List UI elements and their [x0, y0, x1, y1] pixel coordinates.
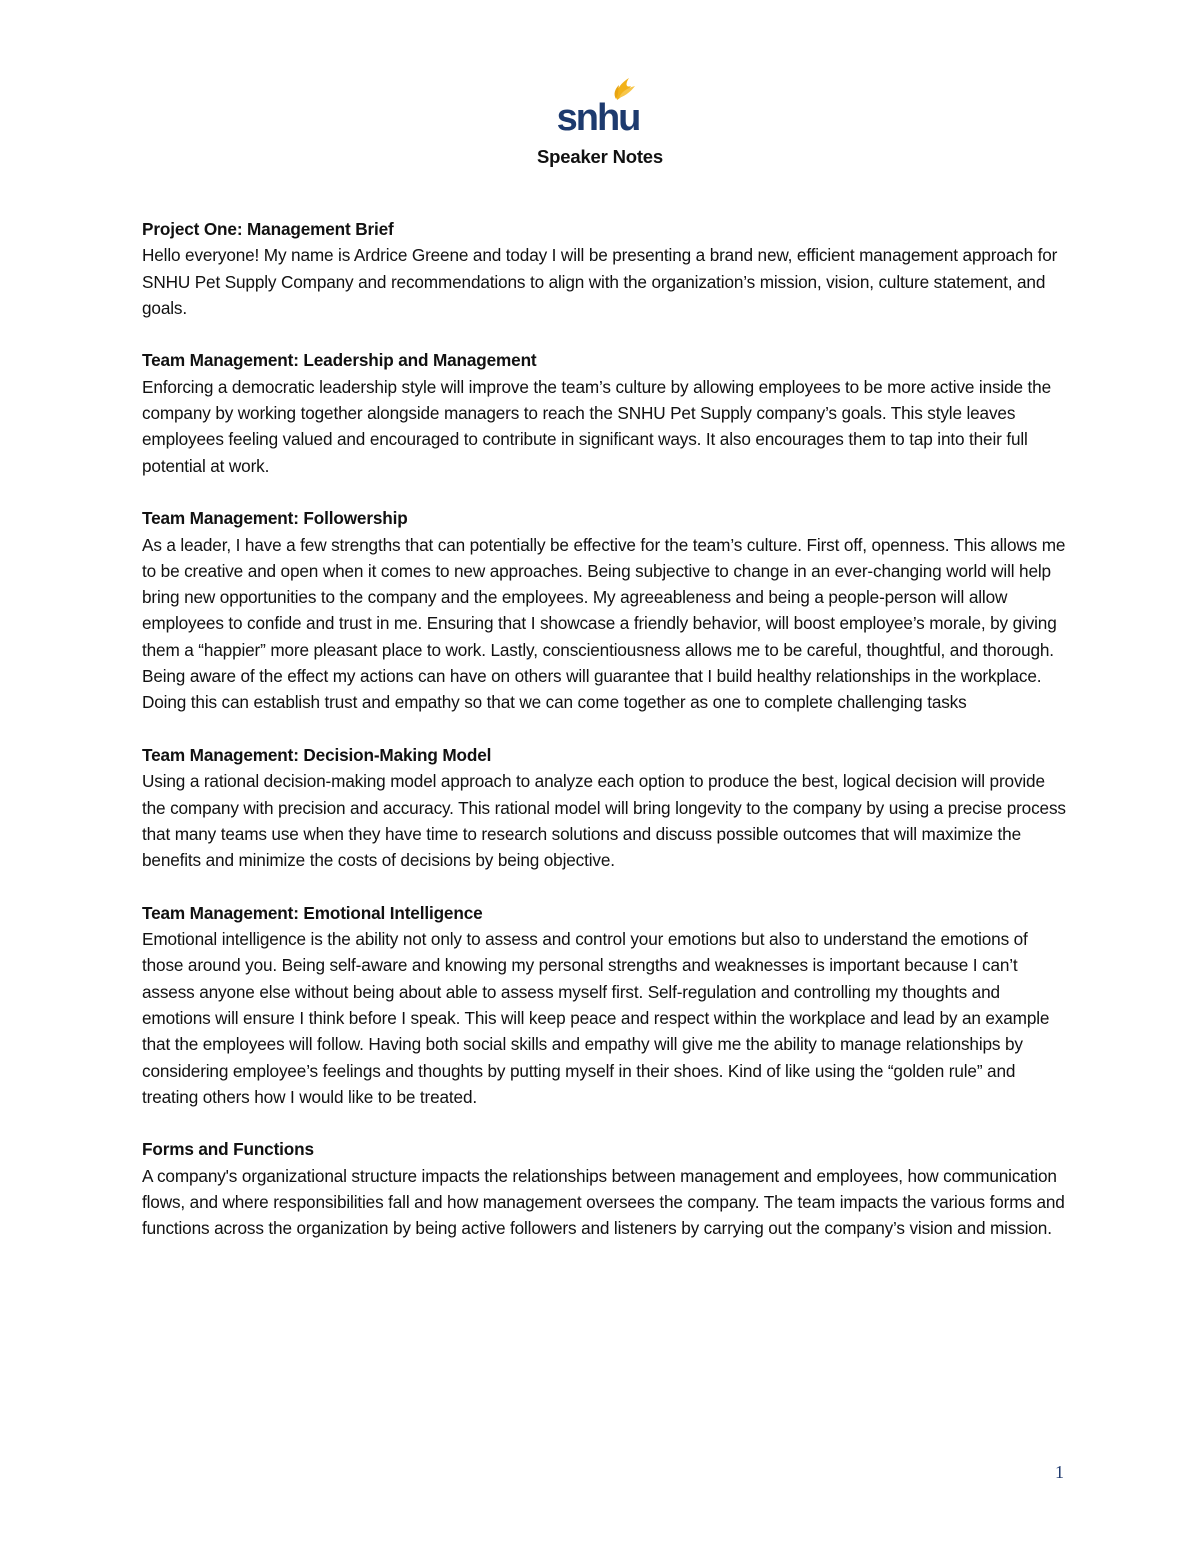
section-heading: Project One: Management Brief: [142, 219, 394, 239]
section-management-brief: [142, 216, 1072, 321]
section-paragraph: Enforcing a democratic leadership style will improve the team’s culture by allowing employees to be more active inside the company by working together alongside managers to reach the SNHU Pet Supply company’s goals. This style leaves employees feeling valued and encouraged to contribute in significant ways. It also encourages them to tap into their full potential at work.: [142, 376, 1052, 476]
section-heading: Forms and Functions: [142, 1139, 314, 1160]
snhu-logo: [553, 72, 643, 134]
section-paragraph: Using a rational decision-making model approach to analyze each option to produce the best, logical decision will provide the company with precision and accuracy. This rational model will bring longevity to the company by using a precise process that many teams use when they have time to research solutions and discuss possible outcomes that will maximize the benefits and minimize the costs of decisions by being objective.: [142, 771, 1066, 871]
section-leadership-management: [142, 347, 1072, 478]
document-body: [142, 216, 1072, 1268]
section-decision-making-model: [142, 742, 1072, 873]
section-forms-and-functions: [142, 1136, 1072, 1241]
section-paragraph: As a leader, I have a few strengths that can potentially be effective for the team’s culture. First off, openness. This allows me to be creative and open when it comes to new approaches. Being subjective to change in an ever-changing world will help bring new opportunities to the company and the employees. My agreeableness and being a people-person will allow employees to confide and trust in me. Ensuring that I showcase a friendly behavior, will boost employee’s morale, by giving them a “happier” more pleasant place to work. Lastly, conscientiousness allows me to be careful, thoughtful, and thorough. Being aware of the effect my actions can have on others will guarantee that I build healthy relationships in the workplace. Doing this can establish trust and empathy so that we can come together as one to complete challenging tasks: [142, 534, 1066, 713]
section-emotional-intelligence: [142, 900, 1072, 1110]
document-title: Speaker Notes: [537, 146, 663, 167]
section-paragraph: A company's organizational structure impacts the relationships between management and employees, how communication flows, and where responsibilities fall and how management oversees the company. The team impacts the various forms and functions across the organization by being active followers and listeners by carrying out the company’s vision and mission.: [142, 1165, 1065, 1239]
section-paragraph: Hello everyone! My name is Ardrice Greene and today I will be presenting a brand new, efficient management approach for SNHU Pet Supply Company and recommendations to align with the organization’s mission, vision, culture statement, and goals.: [142, 245, 1058, 318]
logo-wordmark: snhu: [556, 97, 640, 134]
page-number: 1: [1055, 1462, 1064, 1482]
snhu-logo-graphic: [553, 72, 643, 134]
section-paragraph: Emotional intelligence is the ability not only to assess and control your emotions but also to understand the emotions of those around you. Being self-aware and knowing my personal strengths and weaknesses is important because I can’t assess anyone else without being about able to assess myself first. Self-regulation and controlling my thoughts and emotions will ensure I think before I speak. This will keep peace and respect within the workplace and lead by an example that the employees will follow. Having both social skills and empathy will give me the ability to manage relationships by considering employee’s feelings and thoughts by putting myself in their shoes. Kind of like using the “golden rule” and treating others how I would like to be treated.: [142, 929, 1050, 1107]
section-heading: Team Management: Leadership and Management: [142, 350, 537, 371]
section-heading: Team Management: Decision-Making Model: [142, 744, 492, 765]
section-followership: [142, 505, 1072, 715]
section-heading: Team Management: Followership: [142, 508, 408, 529]
section-heading: Team Management: Emotional Intelligence: [142, 902, 483, 923]
